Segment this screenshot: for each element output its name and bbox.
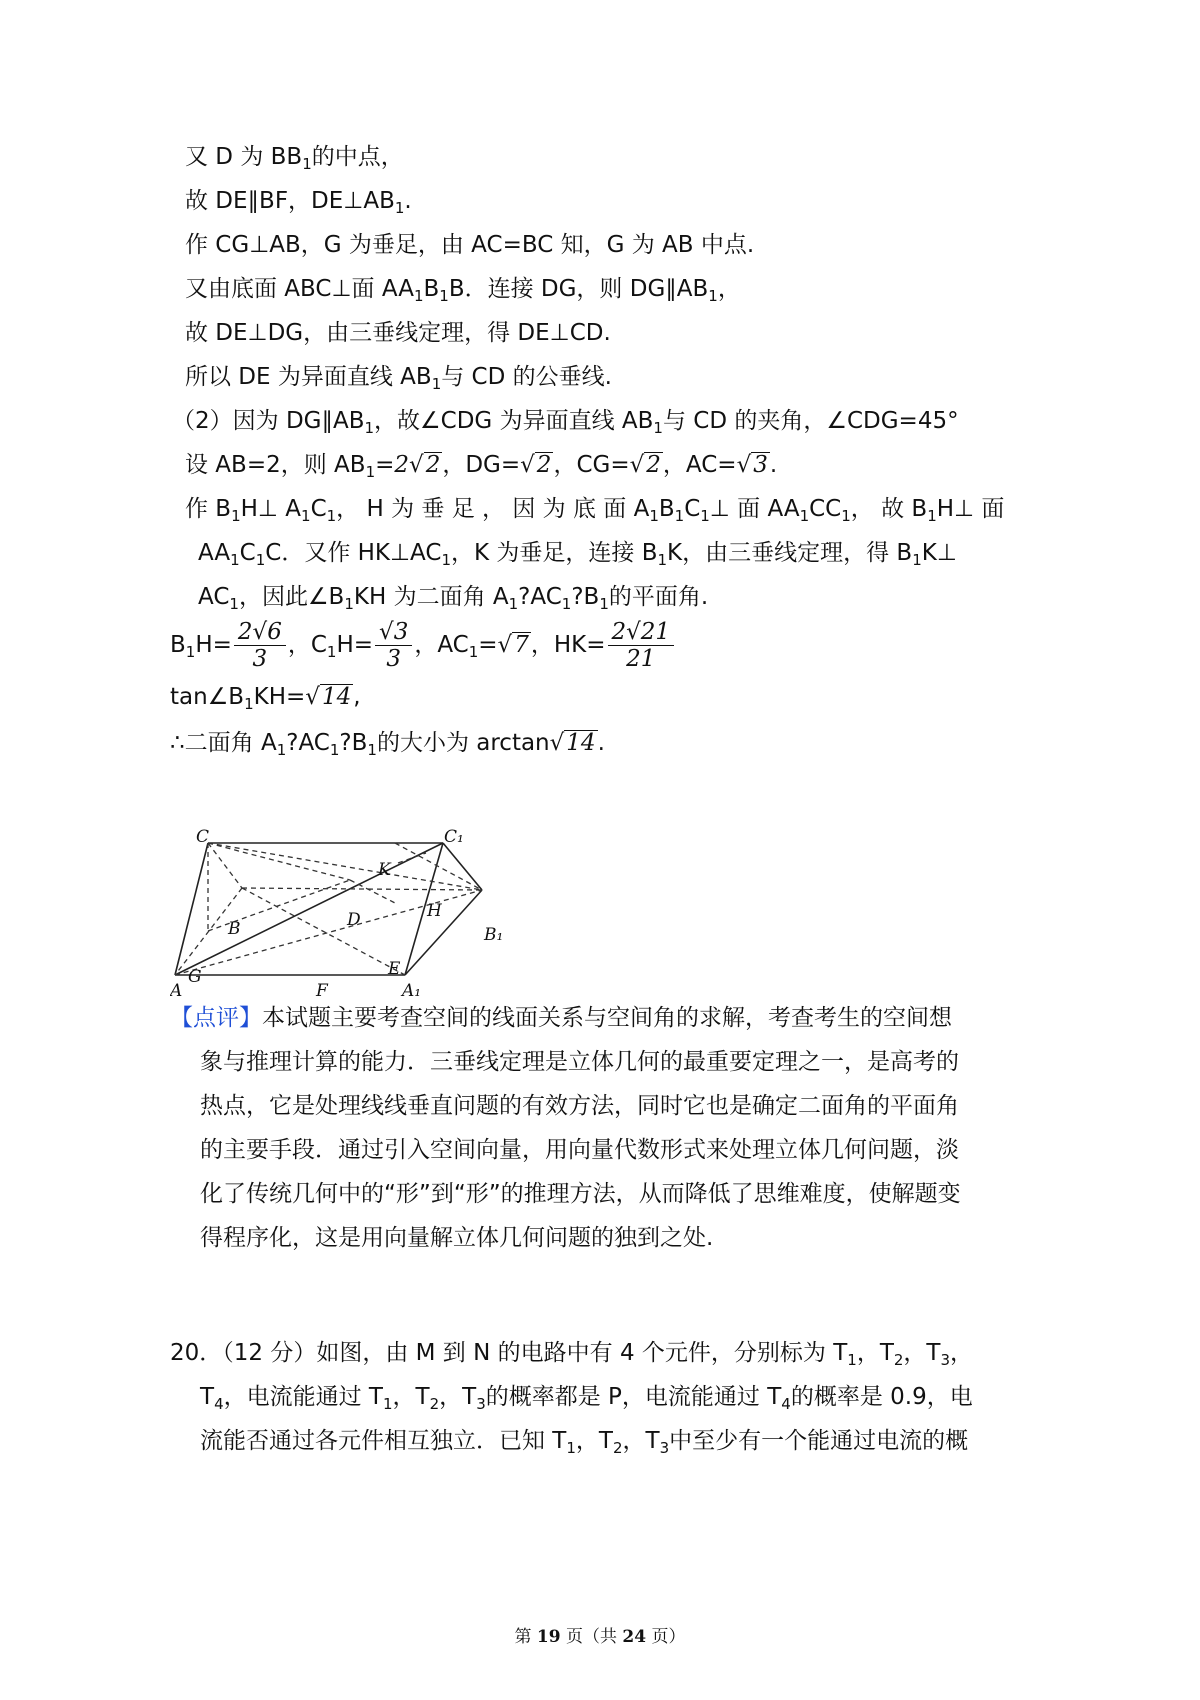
- line-12: $B_1H=$ $\frac{2√6}{3}$ ，$C_1H=$ $\frac{√3}{3}$ ，$AC_1=√7$，HK= $\frac{2√21}{21}$: [170, 618, 676, 672]
- line-13: $\tan\angle B_1KH=√14$,: [170, 684, 361, 713]
- comment-line-1: 【点评】本试题主要考查空间的线面关系与空间角的求解，考查考生的空间想: [170, 1005, 952, 1031]
- comment-line-6: 得程序化，这是用向量解立体几何问题的独到之处.: [200, 1225, 714, 1251]
- q20-line-2: $T_4$，电流能通过 $T_1$，$T_2$，$T_3$的概率都是 P，电流能通过 $T_4$的概率是 0.9，电: [200, 1384, 973, 1413]
- edge-d-e: [350, 880, 395, 903]
- edge-c-d: [208, 843, 350, 880]
- label-a: A: [170, 981, 183, 998]
- line-6: 所以 DE 为异面直线 $AB_1$与 CD 的公垂线.: [185, 364, 612, 393]
- fraction-b1h: $\frac{2√6}{3}$: [234, 619, 286, 672]
- edge-c1-b1: [443, 843, 482, 890]
- fraction-c1h: $\frac{√3}{3}$: [375, 619, 412, 672]
- edge-c-a: [175, 843, 208, 975]
- prism-figure: [170, 828, 530, 998]
- line-8: 设 AB=2，则 $AB_1=2√2$，DG=√2，CG=√2，AC=√3.: [185, 452, 778, 481]
- label-b: B: [228, 919, 241, 939]
- edge-a-c1: [175, 843, 443, 975]
- comment-line-2: 象与推理计算的能力．三垂线定理是立体几何的最重要定理之一，是高考的: [200, 1049, 959, 1075]
- label-e: E: [388, 959, 401, 979]
- line-11: $AC_1$，因此$\angle B_1KH$ 为二面角 $A_1?AC_1?B_1$的平面角.: [198, 584, 709, 613]
- line-3: 作 CG⊥AB，G 为垂足，由 AC=BC 知，G 为 AB 中点.: [185, 232, 755, 258]
- line-10: $AA_1C_1C$．又作 $HK\perp AC_1$，K 为垂足，连接 $B_1K$，由三垂线定理，得 $B_1K\perp$: [198, 540, 957, 569]
- label-c: C: [196, 828, 210, 847]
- line-1: 又 D 为 $BB_1$的中点，: [185, 144, 404, 173]
- comment-tag: 【点评】: [170, 1005, 262, 1031]
- label-a1: A₁: [402, 981, 422, 998]
- label-b1: B₁: [484, 925, 504, 945]
- page-number: 19: [536, 1627, 561, 1647]
- line-14: ∴二面角 $A_1?AC_1?B_1$的大小为 arctan√14.: [170, 730, 605, 759]
- edge-k-b1: [395, 843, 482, 890]
- comment-line-5: 化了传统几何中的“形”到“形”的推理方法，从而降低了思维难度，使解题变: [200, 1181, 961, 1207]
- edge-b-b1: [242, 888, 482, 890]
- fraction-hk: $\frac{2√21}{21}$: [608, 619, 675, 672]
- q20-line-1: 20．（12 分）如图，由 M 到 N 的电路中有 4 个元件，分别标为 $T_1$，$T_2$，$T_3$，: [170, 1340, 974, 1369]
- line-2: 故 DE∥BF，$DE\perp AB_1$.: [185, 188, 412, 217]
- line-5: 故 DE⊥DG，由三垂线定理，得 DE⊥CD.: [185, 320, 611, 346]
- label-k: K: [378, 860, 391, 880]
- line-4: 又由底面 ABC⊥面 $AA_1B_1B$．连接 DG，则 $DG\parallel AB_1$，: [185, 276, 741, 305]
- comment-line-4: 的主要手段．通过引入空间向量，用向量代数形式来处理立体几何问题，淡: [200, 1137, 959, 1163]
- line-7: （2）因为 $DG\parallel AB_1$，故∠CDG 为异面直线 $AB_1$与 CD 的夹角，∠CDG=45°: [172, 408, 959, 437]
- q20-line-3: 流能否通过各元件相互独立．已知 $T_1$，$T_2$，$T_3$中至少有一个能通过电流的概: [200, 1428, 969, 1457]
- line-9: 作 $B_1H\perp$ $A_1C_1$， H 为 垂 足 ， 因 为 底 面 $A_1B_1C_1\perp$ 面 $AA_1CC_1$， 故 $B_1H\perp$ 面: [185, 496, 1005, 525]
- label-h: H: [427, 901, 442, 921]
- comment-line-3: 热点，它是处理线线垂直问题的有效方法，同时它也是确定二面角的平面角: [200, 1093, 959, 1119]
- label-g: G: [188, 967, 202, 987]
- edge-c-b: [208, 843, 242, 888]
- label-d: D: [347, 910, 361, 930]
- page-total: 24: [622, 1627, 647, 1647]
- label-f: F: [316, 981, 328, 998]
- label-c1: C₁: [444, 828, 464, 847]
- page-footer: 第 19 页（共 24 页）: [514, 1627, 686, 1647]
